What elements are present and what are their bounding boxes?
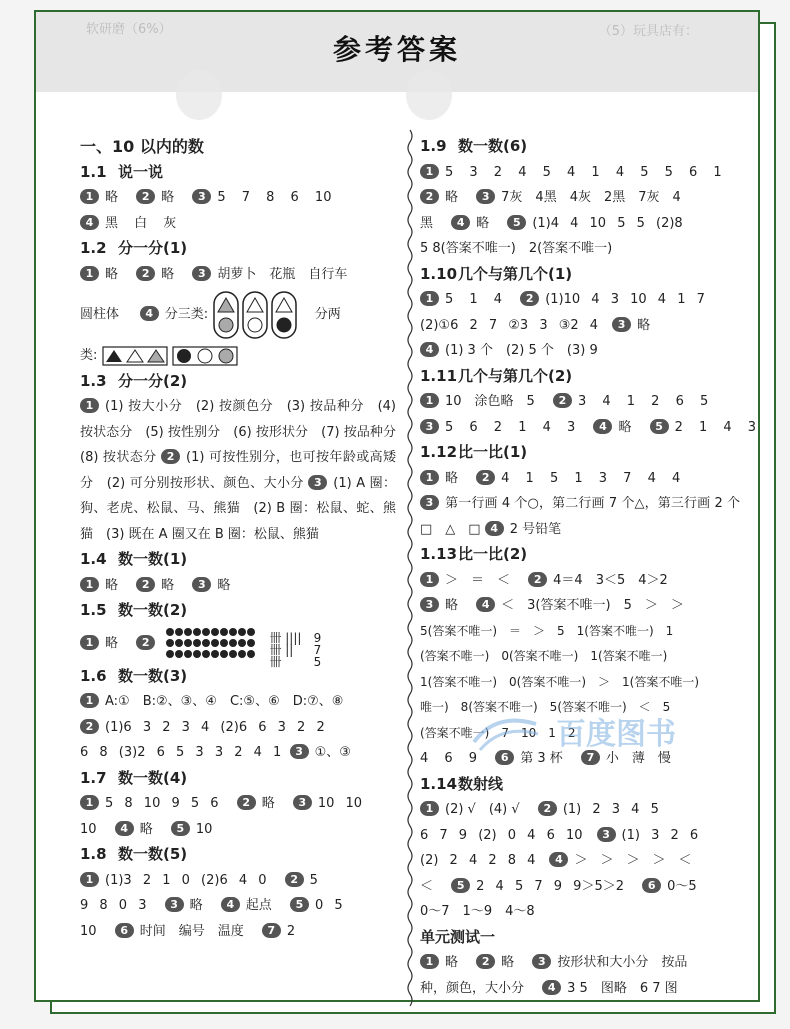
question-badge: 6 [642, 878, 661, 893]
dot [175, 628, 183, 636]
page-title: 参考答案 [332, 33, 461, 66]
subsection-heading: 1.4 数一数(1) [80, 550, 188, 568]
tally-counts: 9 7 5 [313, 630, 322, 669]
header-ghost-text-left: 软研磨（6%） [86, 22, 172, 37]
answer-line: 5(答案不唯一) ＝ ＞ 5 1(答案不唯一) 1 [420, 623, 674, 638]
answer-line: 1 略 2 略 3 胡萝卜 花瓶 自行车 [80, 262, 396, 288]
question-badge: 3 [612, 317, 631, 332]
page-header [36, 12, 758, 92]
question-badge: 3 [476, 189, 495, 204]
question-badge: 3 [192, 266, 211, 281]
dot [166, 650, 174, 658]
answer-line: 6 8 (3)2 6 5 3 3 2 4 1 3 ①、③ [80, 745, 351, 760]
question-badge: 5 [290, 897, 309, 912]
question-badge: 4 [420, 342, 439, 357]
section-title: 一、10 以内的数 [80, 137, 204, 156]
answer-line: 1 (2) √ (4) √ 2 (1) 2 3 4 5 [420, 797, 740, 823]
question-badge: 3 [308, 475, 327, 490]
dot [229, 650, 237, 658]
question-badge: 1 [420, 470, 439, 485]
question-badge: 7 [581, 750, 600, 765]
question-badge: 3 [420, 597, 439, 612]
dot [238, 628, 246, 636]
wavy-column-divider [406, 130, 414, 1000]
question-badge: 2 [136, 635, 155, 650]
answer-line: 1 (1)3 2 1 0 (2)6 4 0 2 5 [80, 868, 396, 894]
question-badge: 3 [293, 795, 312, 810]
question-badge: 2 [476, 954, 495, 969]
right-column [420, 134, 757, 1001]
subsection-heading: 1.2 分一分(1) [80, 239, 188, 257]
question-badge: 2 [136, 189, 155, 204]
dot [202, 650, 210, 658]
dot [193, 628, 201, 636]
answer-line: 1(答案不唯一) 0(答案不唯一) ＞ 1(答案不唯一) [420, 674, 699, 689]
question-badge: 2 [476, 470, 495, 485]
question-badge: 3 [420, 495, 439, 510]
answer-line: 黑 4 略 5 (1)4 4 10 5 5 (2)8 [420, 215, 683, 231]
answer-paragraph: 1 (1) 按大小分 (2) 按颜色分 (3) 按品种分 (4) 按状态分 (5) 按性别分 (6) 按形状分 (7) 按品种分 (8) 按状态分 2 (1) 可按性别分，也可按年龄或高矮分 (2) 可分别按形状、颜色、大小分 3 (1) A 圈：狗、老虎、松鼠、马、熊猫 (2) B 圈：松鼠、蛇、熊猫 (3) 既在 A 圈又在 B 圈：松鼠、熊猫 [80, 399, 410, 542]
question-badge: 2 [538, 801, 557, 816]
dot [238, 650, 246, 658]
question-badge: 4 [549, 852, 568, 867]
dot [166, 628, 174, 636]
answer-line: ＜ 5 2 4 5 7 9 9＞5＞2 6 0～5 [420, 878, 697, 894]
subsection-heading: 1.8 数一数(5) [80, 845, 188, 863]
answer-line: 4 6 9 6 第 3 杯 7 小 薄 慢 [420, 751, 671, 766]
question-badge: 1 [420, 164, 439, 179]
dot [229, 639, 237, 647]
header-ghost-text-right: （5）玩具店有： [598, 24, 698, 39]
answer-line: 9 8 0 3 3 略 4 起点 5 0 5 [80, 898, 343, 913]
answer-paragraph: 3 第一行画 4 个○，第二行画 7 个△，第三行画 2 个□ △ □ 4 2 号铅笔 [420, 496, 740, 537]
question-badge: 4 [476, 597, 495, 612]
subsection-heading: 1.5 数一数(2) [80, 601, 188, 619]
question-badge: 1 [80, 577, 99, 592]
answer-line: 唯一) 8(答案不唯一) 5(答案不唯一) ＜ 5 [420, 700, 671, 714]
subsection-heading: 1.3 分一分(2) [80, 371, 188, 390]
question-badge: 1 [420, 572, 439, 587]
answer-line: (2) 2 4 2 8 4 4 ＞ ＞ ＞ ＞ ＜ [420, 853, 692, 868]
question-badge: 1 [80, 398, 99, 413]
answer-line: 1 略 2 略 3 按形状和大小分 按品 [420, 950, 740, 976]
question-badge: 2 [80, 719, 99, 734]
answer-line: 1 5 1 4 2 (1)10 4 3 10 4 1 7 [420, 287, 740, 313]
tally-marks: 卌 |||| 卌 || 卌 [269, 630, 302, 669]
dot [211, 650, 219, 658]
subsection-heading: 1.12比一比(1) [420, 443, 528, 461]
dot [184, 639, 192, 647]
dot [211, 628, 219, 636]
answer-line: (2)①6 2 7 ②3 3 ③2 4 3 略 [420, 317, 651, 333]
question-badge: 1 [80, 872, 99, 887]
watermark-text: 百度图书 [556, 717, 676, 752]
answer-line: 0～7 1～9 4～8 [420, 904, 535, 919]
answer-line: 10 6 时间 编号 温度 7 2 [80, 923, 296, 939]
question-badge: 4 [80, 215, 99, 230]
question-badge: 2 [136, 266, 155, 281]
question-badge: 6 [495, 750, 514, 765]
circle-group-icon [172, 346, 238, 366]
dot [211, 639, 219, 647]
answer-line: 2 (1)6 3 2 3 4 (2)6 6 3 2 2 [80, 715, 396, 741]
question-badge: 2 [136, 577, 155, 592]
cartoon-figure-left [176, 70, 222, 120]
answer-line: 1 略 2 略 3 5 7 8 6 10 [80, 185, 396, 211]
question-badge: 3 [532, 954, 551, 969]
dot [247, 639, 255, 647]
dot [247, 650, 255, 658]
answer-line: 1 10 涂色略 5 2 3 4 1 2 6 5 [420, 389, 740, 415]
dot [202, 628, 210, 636]
answer-line: 1 略 2 卌 |||| 卌 || 卌 9 7 5 [80, 624, 396, 664]
question-badge: 1 [420, 393, 439, 408]
answer-line: 3 5 6 2 1 4 3 4 略 5 2 1 4 3 [420, 415, 740, 441]
question-badge: 5 [171, 821, 190, 836]
dot [193, 650, 201, 658]
answer-line: 1 略 2 略 3 略 [80, 573, 396, 599]
question-badge: 1 [80, 266, 99, 281]
answer-line: 1 5 3 2 4 5 4 1 4 5 5 6 1 [420, 160, 740, 186]
question-badge: 5 [451, 878, 470, 893]
question-badge: 5 [650, 419, 669, 434]
answer-line: 4 黑 白 灰 [80, 211, 396, 237]
dot-array-figure [165, 626, 257, 660]
question-badge: 4 [221, 897, 240, 912]
subsection-heading: 1.1 说一说 [80, 162, 164, 181]
question-badge: 1 [80, 189, 99, 204]
classified-shapes-figure [212, 290, 298, 340]
answer-line: 6 7 9 (2) 0 4 6 10 3 (1) 3 2 6 [420, 827, 699, 843]
question-badge: 1 [420, 291, 439, 306]
question-badge: 1 [80, 693, 99, 708]
question-badge: 6 [115, 923, 134, 938]
dot [220, 628, 228, 636]
subsection-heading: 单元测试一 [420, 927, 496, 946]
answer-line-shapes: 圆柱体 4 分三类: 分两 [80, 287, 396, 343]
question-badge: 2 [237, 795, 256, 810]
question-badge: 3 [420, 419, 439, 434]
dot [166, 639, 174, 647]
question-badge: 4 [451, 215, 470, 230]
dot [193, 639, 201, 647]
subsection-heading: 1.7 数一数(4) [80, 768, 188, 787]
question-badge: 2 [528, 572, 547, 587]
subsection-heading: 1.9 数一数(6) [420, 137, 528, 155]
answer-line: 1 5 8 10 9 5 6 2 略 3 10 10 [80, 791, 396, 817]
question-badge: 3 [192, 189, 211, 204]
answer-page [34, 10, 760, 1002]
subsection-heading: 1.6 数一数(3) [80, 666, 188, 685]
question-badge: 4 [115, 821, 134, 836]
question-badge: 3 [597, 827, 616, 842]
dot [220, 639, 228, 647]
dot [184, 650, 192, 658]
question-badge: 2 [285, 872, 304, 887]
answer-line: 3 略 4 ＜ 3(答案不唯一) 5 ＞ ＞ [420, 593, 740, 619]
dot [184, 628, 192, 636]
dot [202, 639, 210, 647]
answer-line: 1 ＞ ＝ ＜ 2 4＝4 3＜5 4＞2 [420, 568, 740, 594]
question-badge: 3 [165, 897, 184, 912]
answer-line: 10 4 略 5 10 [80, 821, 213, 837]
question-badge: 4 [140, 306, 159, 321]
triangle-group-icon [102, 346, 168, 366]
answer-line: (答案不唯一) 0(答案不唯一) 1(答案不唯一) [420, 649, 668, 663]
cartoon-figure-right [406, 70, 452, 120]
question-badge: 2 [553, 393, 572, 408]
question-badge: 4 [542, 980, 561, 995]
question-badge: 1 [80, 795, 99, 810]
question-badge: 3 [192, 577, 211, 592]
question-badge: 1 [420, 954, 439, 969]
answer-line: 种，颜色，大小分 4 3 5 图略 6 7 图 [420, 980, 678, 996]
answer-line: (答案不唯一) 7 10 1 2 [420, 725, 576, 740]
question-badge: 1 [420, 801, 439, 816]
answer-line: 4 (1) 3 个 (2) 5 个 (3) 9 [420, 338, 740, 364]
question-badge: 4 [485, 521, 504, 536]
subsection-heading: 1.14数射线 [420, 774, 504, 793]
subsection-heading: 1.10几个与第几个(1) [420, 264, 573, 283]
subsection-heading: 1.11几个与第几个(2) [420, 366, 573, 385]
dot [247, 628, 255, 636]
answer-line: 1 A:① B:②、③、④ C:⑤、⑥ D:⑦、⑧ [80, 689, 396, 715]
answer-line: 1 略 2 4 1 5 1 3 7 4 4 [420, 466, 740, 492]
question-badge: 5 [507, 215, 526, 230]
question-badge: 3 [290, 744, 309, 759]
answer-line: 5 8(答案不唯一) 2(答案不唯一) [420, 241, 613, 256]
answer-line-shapes: 类: [80, 343, 396, 369]
subsection-heading: 1.13比一比(2) [420, 545, 528, 563]
question-badge: 2 [161, 449, 180, 464]
dot [175, 650, 183, 658]
dot [220, 650, 228, 658]
answer-line: 2 略 3 7灰 4黑 4灰 2黑 7灰 4 [420, 185, 740, 211]
left-column [80, 134, 410, 944]
dot [229, 628, 237, 636]
dot [238, 639, 246, 647]
dot [175, 639, 183, 647]
question-badge: 2 [420, 189, 439, 204]
question-badge: 7 [262, 923, 281, 938]
question-badge: 1 [80, 635, 99, 650]
question-badge: 2 [520, 291, 539, 306]
question-badge: 4 [593, 419, 612, 434]
